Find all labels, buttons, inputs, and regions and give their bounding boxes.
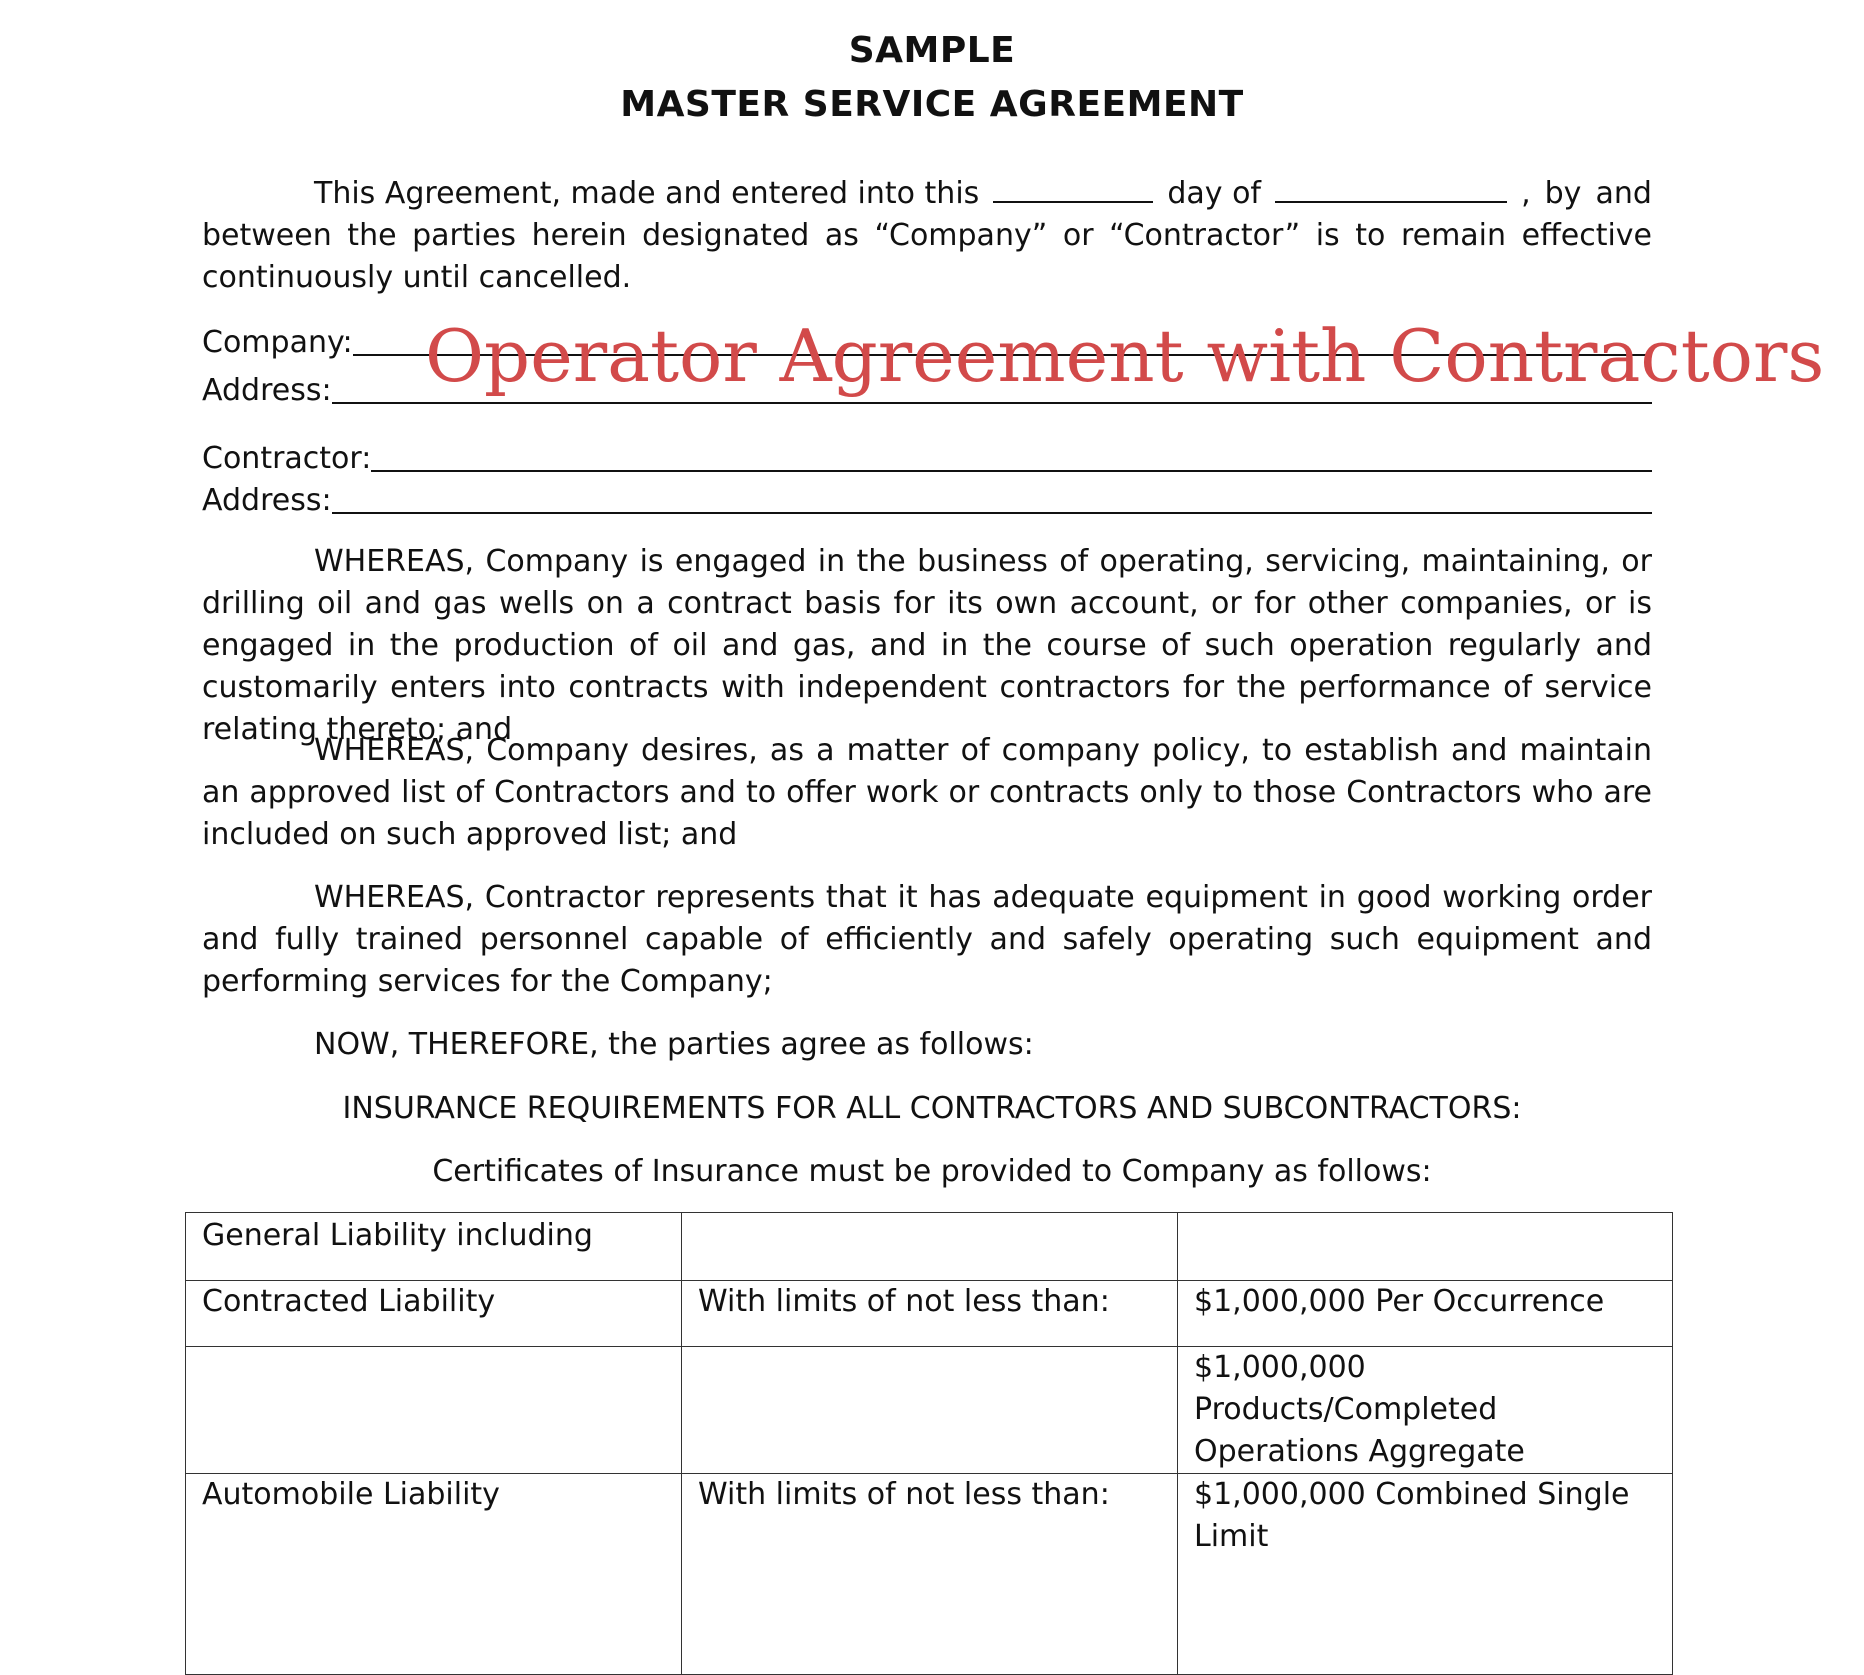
table-cell bbox=[682, 1347, 1178, 1474]
intro-text-part1: This Agreement, made and entered into this bbox=[314, 176, 980, 211]
intro-text-part4: by bbox=[1544, 176, 1582, 211]
table-row bbox=[186, 1213, 1673, 1281]
document-title-sample: SAMPLE bbox=[848, 30, 1016, 71]
contractor-line bbox=[371, 440, 1652, 472]
table-cell: $1,000,000 Products/Completed Operations Aggregate bbox=[1178, 1347, 1673, 1474]
table-row bbox=[186, 1281, 1673, 1347]
now-therefore-paragraph: NOW, THEREFORE, the parties agree as follows: bbox=[314, 1027, 1034, 1062]
table-cell: $1,000,000 Per Occurrence bbox=[1178, 1281, 1673, 1347]
table-cell: Automobile Liability bbox=[186, 1474, 682, 1675]
table-cell bbox=[1178, 1213, 1673, 1281]
table-cell: Contracted Liability bbox=[186, 1281, 682, 1347]
intro-text-part3: , bbox=[1521, 176, 1531, 211]
table-cell bbox=[186, 1347, 682, 1474]
table-cell bbox=[682, 1213, 1178, 1281]
month-blank bbox=[1275, 173, 1507, 203]
company-label: Company: bbox=[202, 325, 353, 360]
whereas-paragraph-3: WHEREAS, Contractor represents that it has adequate equipment in good working order and fully trained personnel capable of efficiently and safely operating such equipment and performing services for the Company; bbox=[202, 880, 1652, 999]
watermark-overlay: Operator Agreement with Contractors bbox=[425, 314, 1825, 398]
contractor-field bbox=[202, 438, 1652, 480]
contractor-address-label: Address: bbox=[202, 483, 332, 518]
table-cell: With limits of not less than: bbox=[682, 1474, 1178, 1675]
contractor-address-field bbox=[202, 480, 1652, 522]
whereas-paragraph-1: WHEREAS, Company is engaged in the business of operating, servicing, maintaining, or drilling oil and gas wells on a contract basis for its own account, or for other companies, or is engaged in the production of oil and gas, and in the course of such operation regularly and customarily enters into contracts with independent contractors for the performance of service relating thereto; and bbox=[202, 544, 1652, 747]
intro-text-part5: and bbox=[1595, 176, 1652, 211]
insurance-table bbox=[185, 1212, 1673, 1675]
insurance-subheading: Certificates of Insurance must be provided to Company as follows: bbox=[432, 1154, 1432, 1189]
table-cell: With limits of not less than: bbox=[682, 1281, 1178, 1347]
contractor-label: Contractor: bbox=[202, 441, 372, 476]
table-cell: $1,000,000 Combined Single Limit bbox=[1178, 1474, 1673, 1675]
whereas-paragraph-2: WHEREAS, Company desires, as a matter of company policy, to establish and maintain an approved list of Contractors and to offer work or contracts only to those Contractors who are included on such approved list; and bbox=[202, 733, 1652, 852]
table-cell: General Liability including bbox=[186, 1213, 682, 1281]
company-address-label: Address: bbox=[202, 373, 332, 408]
table-row bbox=[186, 1347, 1673, 1474]
intro-first-line bbox=[314, 173, 1652, 215]
intro-text-part2: day of bbox=[1167, 176, 1261, 211]
table-row bbox=[186, 1474, 1673, 1675]
insurance-heading: INSURANCE REQUIREMENTS FOR ALL CONTRACTORS AND SUBCONTRACTORS: bbox=[342, 1091, 1522, 1126]
contractor-address-line bbox=[332, 482, 1652, 514]
intro-paragraph: between the parties herein designated as “Company” or “Contractor” is to remain effective continuously until cancelled. bbox=[202, 218, 1652, 295]
document-title: MASTER SERVICE AGREEMENT bbox=[620, 84, 1244, 125]
day-blank bbox=[993, 173, 1153, 203]
